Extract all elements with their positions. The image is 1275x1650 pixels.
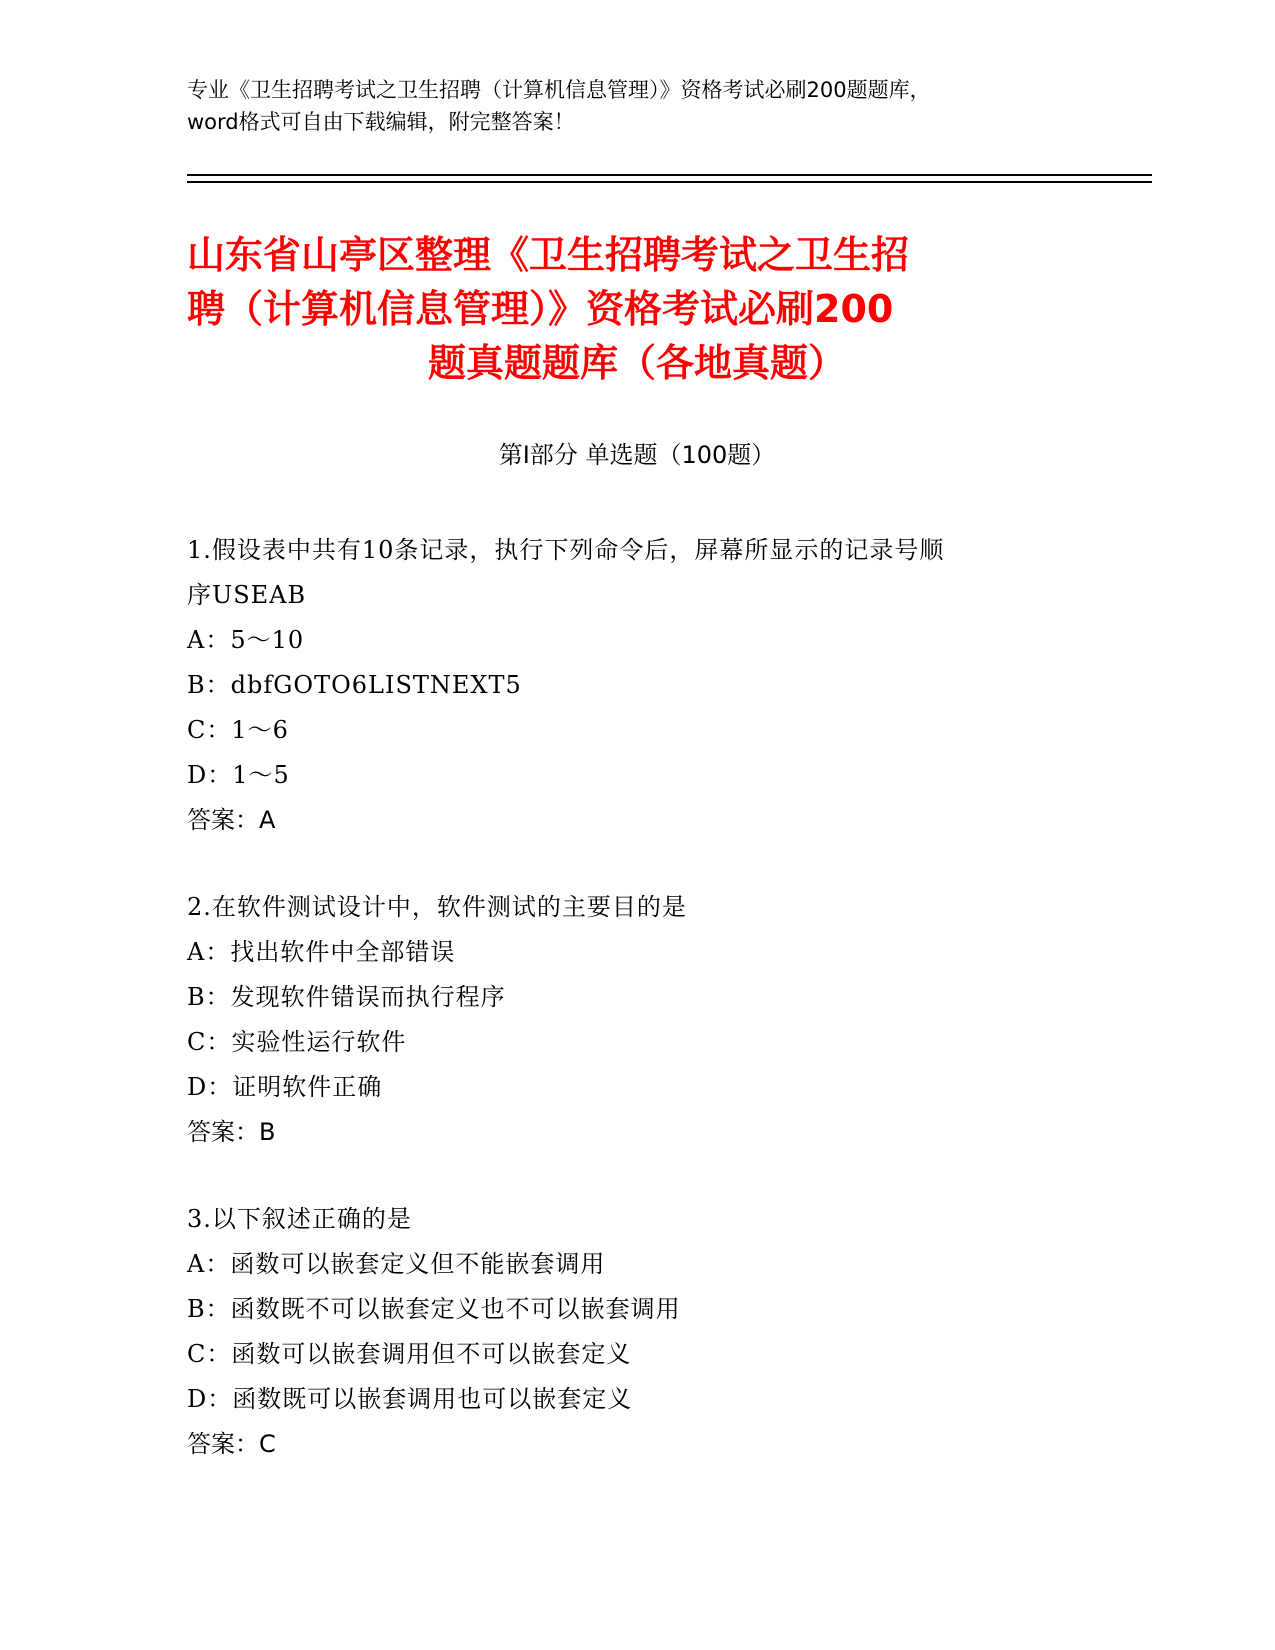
header-divider-bottom — [187, 181, 1152, 183]
option-a: A：5～10 — [187, 626, 305, 654]
question-stem-continued: 序USEAB — [187, 581, 307, 609]
section-heading: 第Ⅰ部分 单选题（100题） — [498, 441, 776, 469]
header-note-line-1: 专业《卫生招聘考试之卫生招聘（计算机信息管理）》资格考试必刷200题题库， — [187, 78, 931, 102]
header-note-line-2: word格式可自由下载编辑，附完整答案！ — [187, 110, 575, 134]
option-c: C：函数可以嵌套调用但不可以嵌套定义 — [187, 1340, 632, 1368]
question-stem: 1.假设表中共有10条记录，执行下列命令后，屏幕所显示的记录号顺 — [187, 536, 945, 564]
option-b: B：发现软件错误而执行程序 — [187, 983, 506, 1011]
question-1 — [187, 528, 1087, 843]
option-d: D：1～5 — [187, 761, 290, 789]
answer-label: 答案：B — [187, 1118, 276, 1146]
option-c: C：1～6 — [187, 716, 289, 744]
option-d: D：函数既可以嵌套调用也可以嵌套定义 — [187, 1385, 633, 1413]
answer-label: 答案：A — [187, 806, 276, 834]
option-b: B：dbfGOTO6LISTNEXT5 — [187, 671, 522, 699]
option-c: C：实验性运行软件 — [187, 1028, 407, 1056]
option-d: D：证明软件正确 — [187, 1073, 383, 1101]
question-2 — [187, 885, 1087, 1155]
question-stem: 3.以下叙述正确的是 — [187, 1205, 412, 1233]
document-title — [187, 228, 1087, 390]
answer-label: 答案：C — [187, 1430, 276, 1458]
question-3 — [187, 1197, 1087, 1467]
document-title-line-1: 山东省山亭区整理《卫生招聘考试之卫生招 — [187, 233, 910, 277]
header-note — [187, 74, 1087, 138]
header-divider-top — [187, 174, 1152, 176]
document-title-line-2: 聘（计算机信息管理）》资格考试必刷200 — [187, 287, 894, 331]
question-stem: 2.在软件测试设计中，软件测试的主要目的是 — [187, 893, 687, 921]
document-title-line-3: 题真题题库（各地真题） — [427, 341, 846, 385]
question-list — [187, 528, 1087, 1509]
option-a: A：函数可以嵌套定义但不能嵌套调用 — [187, 1250, 606, 1278]
option-b: B：函数既不可以嵌套定义也不可以嵌套调用 — [187, 1295, 681, 1323]
option-a: A：找出软件中全部错误 — [187, 938, 456, 966]
